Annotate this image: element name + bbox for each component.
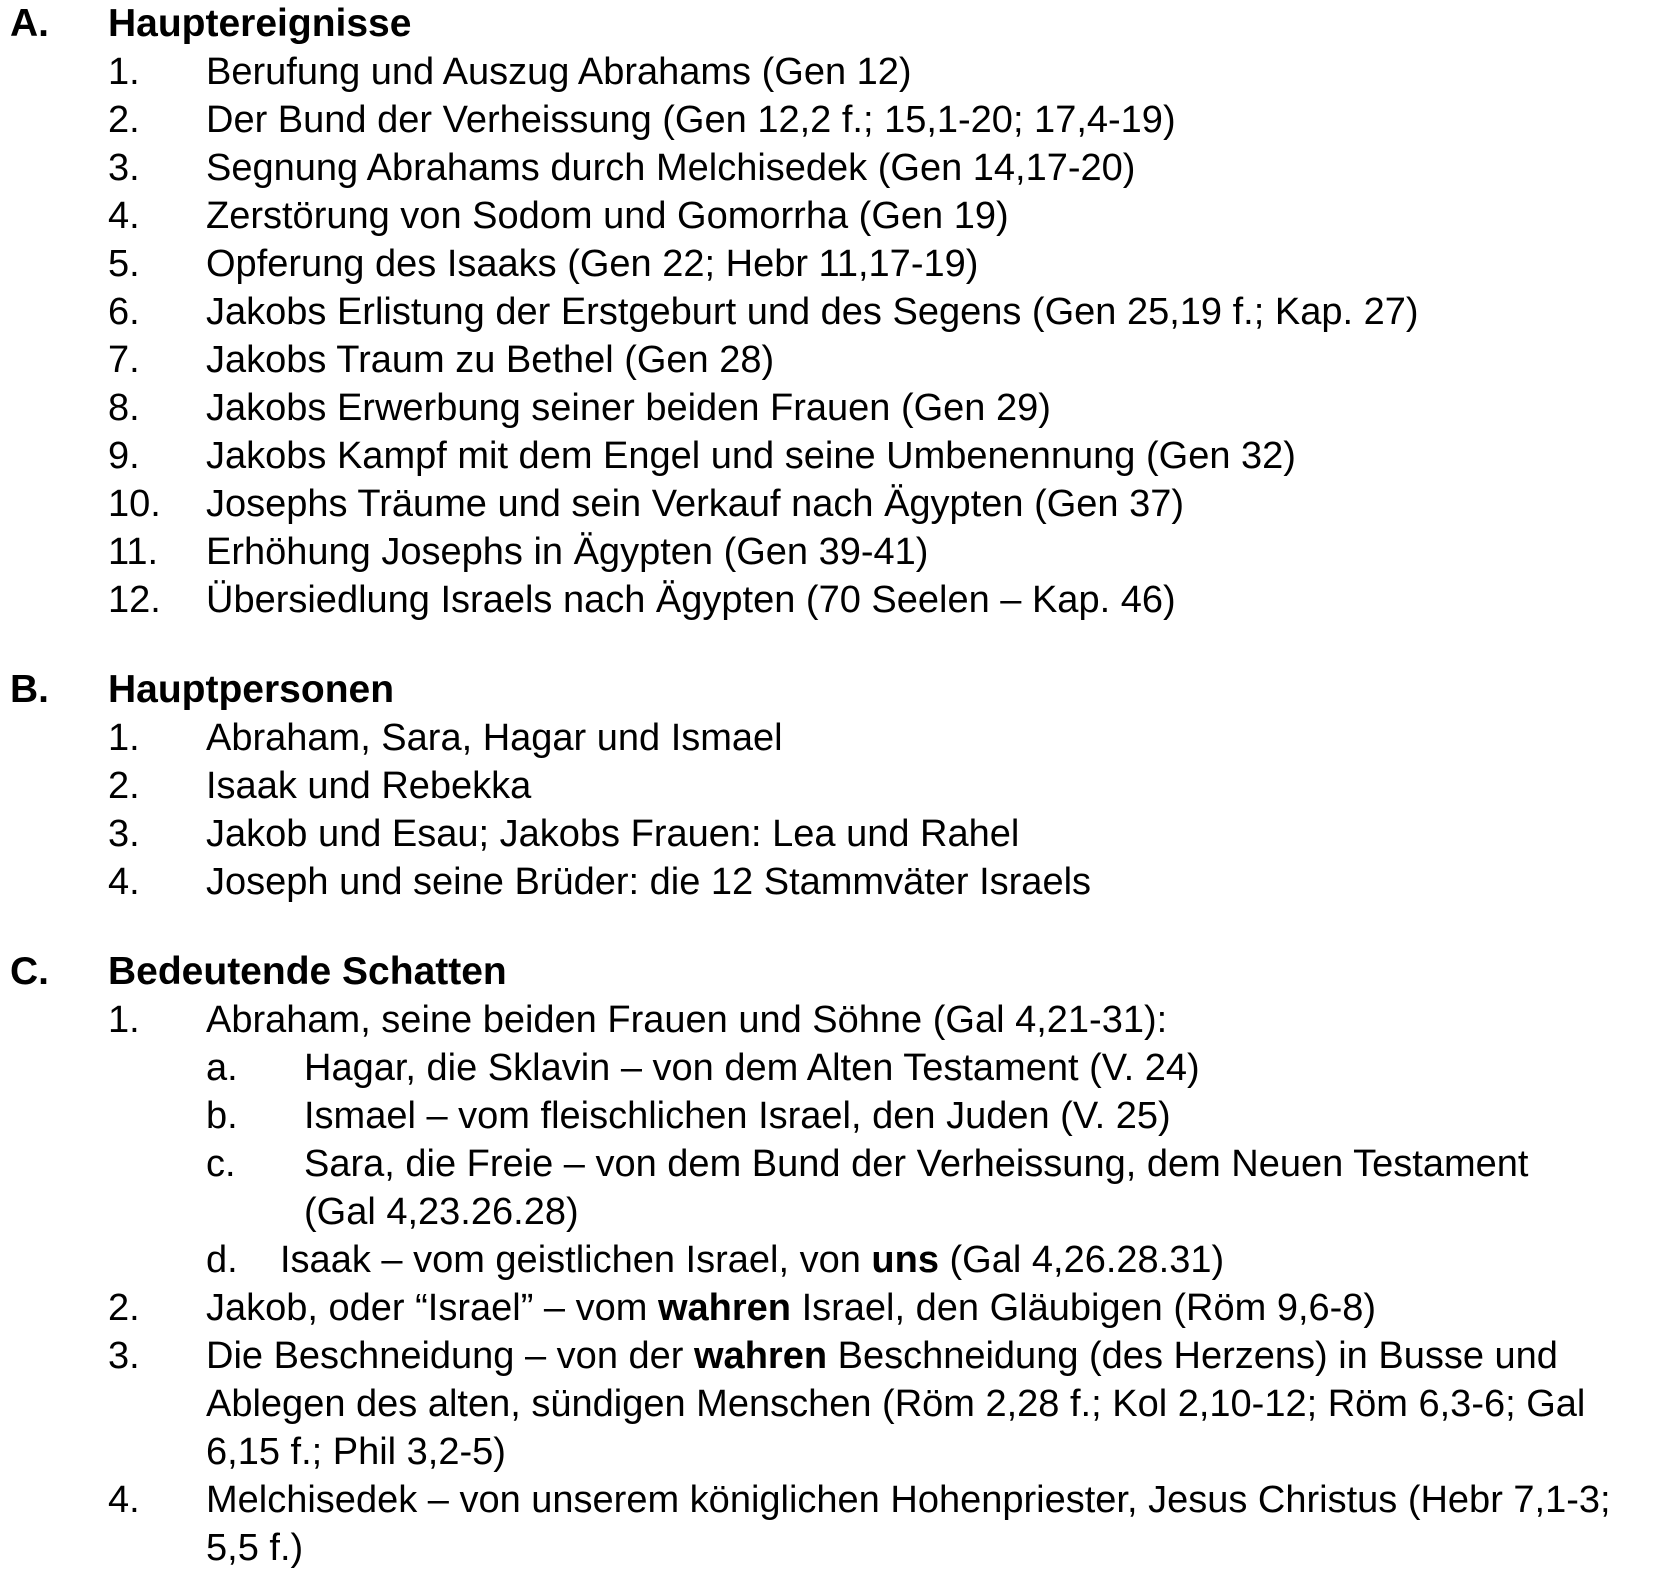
item-text: Abraham, Sara, Hagar und Ismael [206, 717, 783, 759]
text-run: Die Beschneidung – von der [206, 1335, 694, 1377]
sub-item-letter: d. [206, 1239, 238, 1281]
item-text: Berufung und Auszug Abrahams (Gen 12) [206, 51, 912, 93]
section-c-title: Bedeutende Schatten [108, 950, 507, 993]
list-item [0, 288, 1653, 336]
item-number: 11. [108, 531, 159, 573]
item-number: 2. [108, 765, 140, 807]
section-a-title: Hauptereignisse [108, 2, 412, 45]
section-c [0, 948, 1653, 1572]
list-item [0, 432, 1653, 480]
text-run: Israel, den Gläubigen (Röm 9,6-8) [791, 1287, 1377, 1329]
text-run: Jakob, oder “Israel” – vom [206, 1287, 658, 1329]
section-c-letter: C. [10, 950, 49, 993]
section-spacer [0, 624, 1653, 666]
text-run: Isaak – vom geistlichen Israel, von [280, 1239, 872, 1281]
item-number: 10. [108, 483, 161, 525]
emphasis-text: wahren [694, 1335, 828, 1377]
list-item [0, 144, 1653, 192]
item-text: Der Bund der Verheissung (Gen 12,2 f.; 15,1-20; 17,4-19) [206, 99, 1176, 141]
section-a-heading [0, 0, 1653, 48]
item-number: 12. [108, 579, 161, 621]
item-number: 1. [108, 717, 140, 759]
item-text: Erhöhung Josephs in Ägypten (Gen 39-41) [206, 531, 929, 573]
item-number: 3. [108, 147, 140, 189]
item-text: Segnung Abrahams durch Melchisedek (Gen 14,17-20) [206, 147, 1136, 189]
list-item [0, 576, 1653, 624]
item-text: Melchisedek – von unserem königlichen Hohenpriester, Jesus Christus (Hebr 7,1-3; 5,5 f.) [206, 1479, 1611, 1569]
item-number: 4. [108, 861, 140, 903]
list-item [0, 714, 1653, 762]
item-number: 6. [108, 291, 140, 333]
section-spacer [0, 906, 1653, 948]
sub-item-letter: c. [206, 1143, 236, 1185]
section-c-heading [0, 948, 1653, 996]
sub-item [0, 1236, 1653, 1284]
item-text: Josephs Träume und sein Verkauf nach Ägypten (Gen 37) [206, 483, 1185, 525]
item-number: 3. [108, 1335, 140, 1377]
list-item [0, 480, 1653, 528]
section-a-letter: A. [10, 2, 49, 45]
list-item [0, 1284, 1653, 1332]
emphasis-text: wahren [657, 1287, 792, 1329]
list-item [0, 384, 1653, 432]
text-run: Beschneidung (des Herzens) in Busse und Ablegen des alten, sündigen Menschen (Röm 2,28 f.; Kol 2,10-12; Röm 6,3-6; Gal 6,15 f.; Phil 3,2-5) [206, 1335, 1586, 1473]
item-text: Joseph und seine Brüder: die 12 Stammväter Israels [206, 861, 1092, 903]
list-item [0, 810, 1653, 858]
sub-item-text: Hagar, die Sklavin – von dem Alten Testament (V. 24) [304, 1047, 1200, 1089]
list-item [0, 192, 1653, 240]
item-number: 1. [108, 51, 140, 93]
list-item [0, 48, 1653, 96]
item-number: 2. [108, 99, 140, 141]
item-text [206, 1332, 1636, 1476]
text-run: (Gal 4,26.28.31) [938, 1239, 1225, 1281]
sub-item-text: Ismael – vom fleischlichen Israel, den Juden (V. 25) [304, 1095, 1171, 1137]
section-b-title: Hauptpersonen [108, 668, 395, 711]
item-number: 1. [108, 999, 140, 1041]
item-number: 8. [108, 387, 140, 429]
list-item [0, 858, 1653, 906]
list-item [0, 240, 1653, 288]
item-number: 2. [108, 1287, 140, 1329]
sub-item-text: Sara, die Freie – von dem Bund der Verheissung, dem Neuen Testament (Gal 4,23.26.28) [304, 1143, 1529, 1233]
item-text: Abraham, seine beiden Frauen und Söhne (Gal 4,21-31): [206, 999, 1168, 1041]
item-number: 5. [108, 243, 140, 285]
item-text: Isaak und Rebekka [206, 765, 532, 807]
section-a [0, 0, 1653, 624]
list-item [0, 996, 1653, 1044]
sub-item [0, 1140, 1653, 1236]
item-number: 4. [108, 195, 140, 237]
list-item [0, 96, 1653, 144]
item-number: 3. [108, 813, 140, 855]
item-number: 7. [108, 339, 140, 381]
item-text: Zerstörung von Sodom und Gomorrha (Gen 19) [206, 195, 1009, 237]
emphasis-text: uns [871, 1239, 939, 1281]
sub-item-letter: a. [206, 1047, 238, 1089]
item-text [206, 1284, 1636, 1332]
list-item [0, 762, 1653, 810]
item-text: Jakobs Traum zu Bethel (Gen 28) [206, 339, 775, 381]
sub-item [0, 1092, 1653, 1140]
item-text: Opferung des Isaaks (Gen 22; Hebr 11,17-19) [206, 243, 979, 285]
sub-item [0, 1044, 1653, 1092]
item-number: 9. [108, 435, 140, 477]
sub-item-letter: b. [206, 1095, 238, 1137]
list-item [0, 528, 1653, 576]
item-text: Übersiedlung Israels nach Ägypten (70 Seelen – Kap. 46) [206, 579, 1176, 621]
section-b-heading [0, 666, 1653, 714]
item-text: Jakobs Kampf mit dem Engel und seine Umbenennung (Gen 32) [206, 435, 1296, 477]
item-number: 4. [108, 1479, 140, 1521]
list-item [0, 336, 1653, 384]
item-text: Jakobs Erlistung der Erstgeburt und des Segens (Gen 25,19 f.; Kap. 27) [206, 291, 1419, 333]
list-item [0, 1476, 1653, 1572]
section-b-letter: B. [10, 668, 49, 711]
item-text: Jakob und Esau; Jakobs Frauen: Lea und Rahel [206, 813, 1020, 855]
section-b [0, 666, 1653, 906]
item-text: Jakobs Erwerbung seiner beiden Frauen (Gen 29) [206, 387, 1051, 429]
sub-item-text [280, 1236, 1580, 1284]
list-item [0, 1332, 1653, 1476]
